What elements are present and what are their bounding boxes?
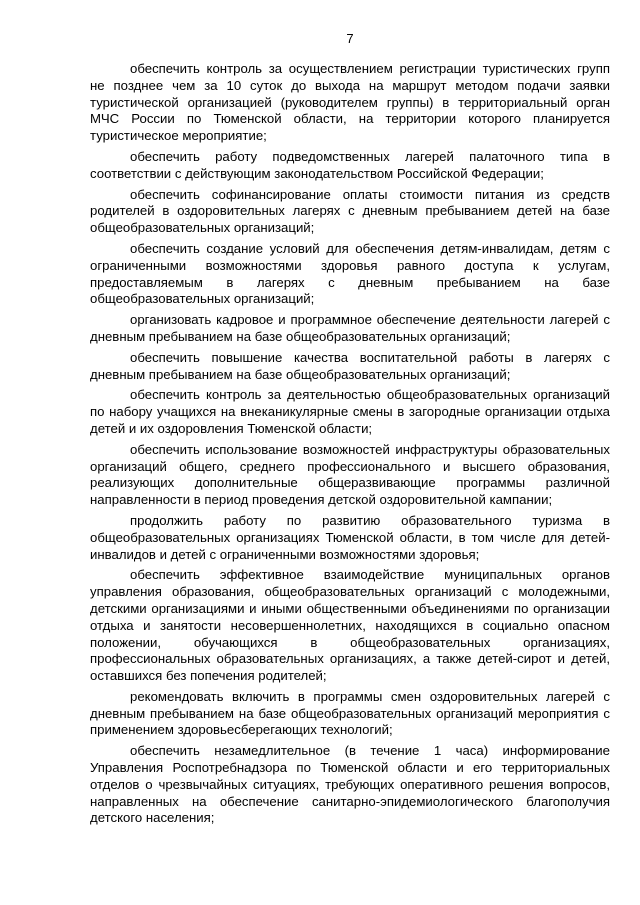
paragraph: обеспечить незамедлительное (в течение 1 часа) информирование Управления Роспотребнадзора по Тюменской области и его территориальных отделов о чрезвычайных ситуациях, требующих оперативного решения вопросов, направленных на обеспечение санитарно-эпидемиологического благополучия детского населения; — [90, 743, 610, 826]
paragraph: обеспечить контроль за деятельностью общеобразовательных организаций по набору учащихся на внеканикулярные смены в загородные организации отдыха детей и их оздоровления Тюменской области; — [90, 387, 610, 436]
paragraph: рекомендовать включить в программы смен оздоровительных лагерей с дневным пребыванием на базе общеобразовательных организаций мероприятия с применением здоровьесберегающих технологий; — [90, 688, 610, 738]
paragraph: продолжить работу по развитию образовательного туризма в общеобразовательных организациях Тюменской области, в том числе для детей-инвалидов и детей с ограниченными возможностями здоровья; — [90, 512, 610, 562]
paragraph: обеспечить создание условий для обеспечения детям-инвалидам, детям с ограниченными возможностями здоровья равного доступа к услугам, предоставляемым в лагерях с дневным пребыванием на базе общеобразовательных организаций; — [90, 240, 610, 307]
document-body — [90, 61, 610, 831]
paragraph: обеспечить эффективное взаимодействие муниципальных органов управления образования, общеобразовательных организаций с молодежными, детскими организациями и иными общественными объединениями по организации отдыха и занятости несовершеннолетних, находящихся в социально опасном положении, обучающихся в общеобразовательных организациях, профессиональных образовательных организациях, а также детей-сирот и детей, оставшихся без попечения родителей; — [90, 567, 610, 684]
paragraph: обеспечить софинансирование оплаты стоимости питания из средств родителей в оздоровительных лагерях с дневным пребыванием детей на базе общеобразовательных организаций; — [90, 186, 610, 236]
paragraph: обеспечить использование возможностей инфраструктуры образовательных организаций общего, среднего профессионального и высшего образования, реализующих дополнительные общеразвивающие программы различной направленности в период проведения детской оздоровительной кампании; — [90, 441, 610, 508]
paragraph: организовать кадровое и программное обеспечение деятельности лагерей с дневным пребыванием на базе общеобразовательных организаций; — [90, 312, 610, 344]
paragraph: обеспечить повышение качества воспитательной работы в лагерях с дневным пребыванием на базе общеобразовательных организаций; — [90, 349, 610, 382]
paragraph: обеспечить контроль за осуществлением регистрации туристических групп не позднее чем за 10 суток до выхода на маршрут методом подачи заявки туристической организацией (руководителем группы) в территориальный орган МЧС России по Тюменской области, на территории которого планируется туристическое мероприятие; — [90, 61, 610, 144]
page-number: 7 — [346, 31, 354, 46]
paragraph: обеспечить работу подведомственных лагерей палаточного типа в соответствии с действующим законодательством Российской Федерации; — [90, 148, 610, 181]
